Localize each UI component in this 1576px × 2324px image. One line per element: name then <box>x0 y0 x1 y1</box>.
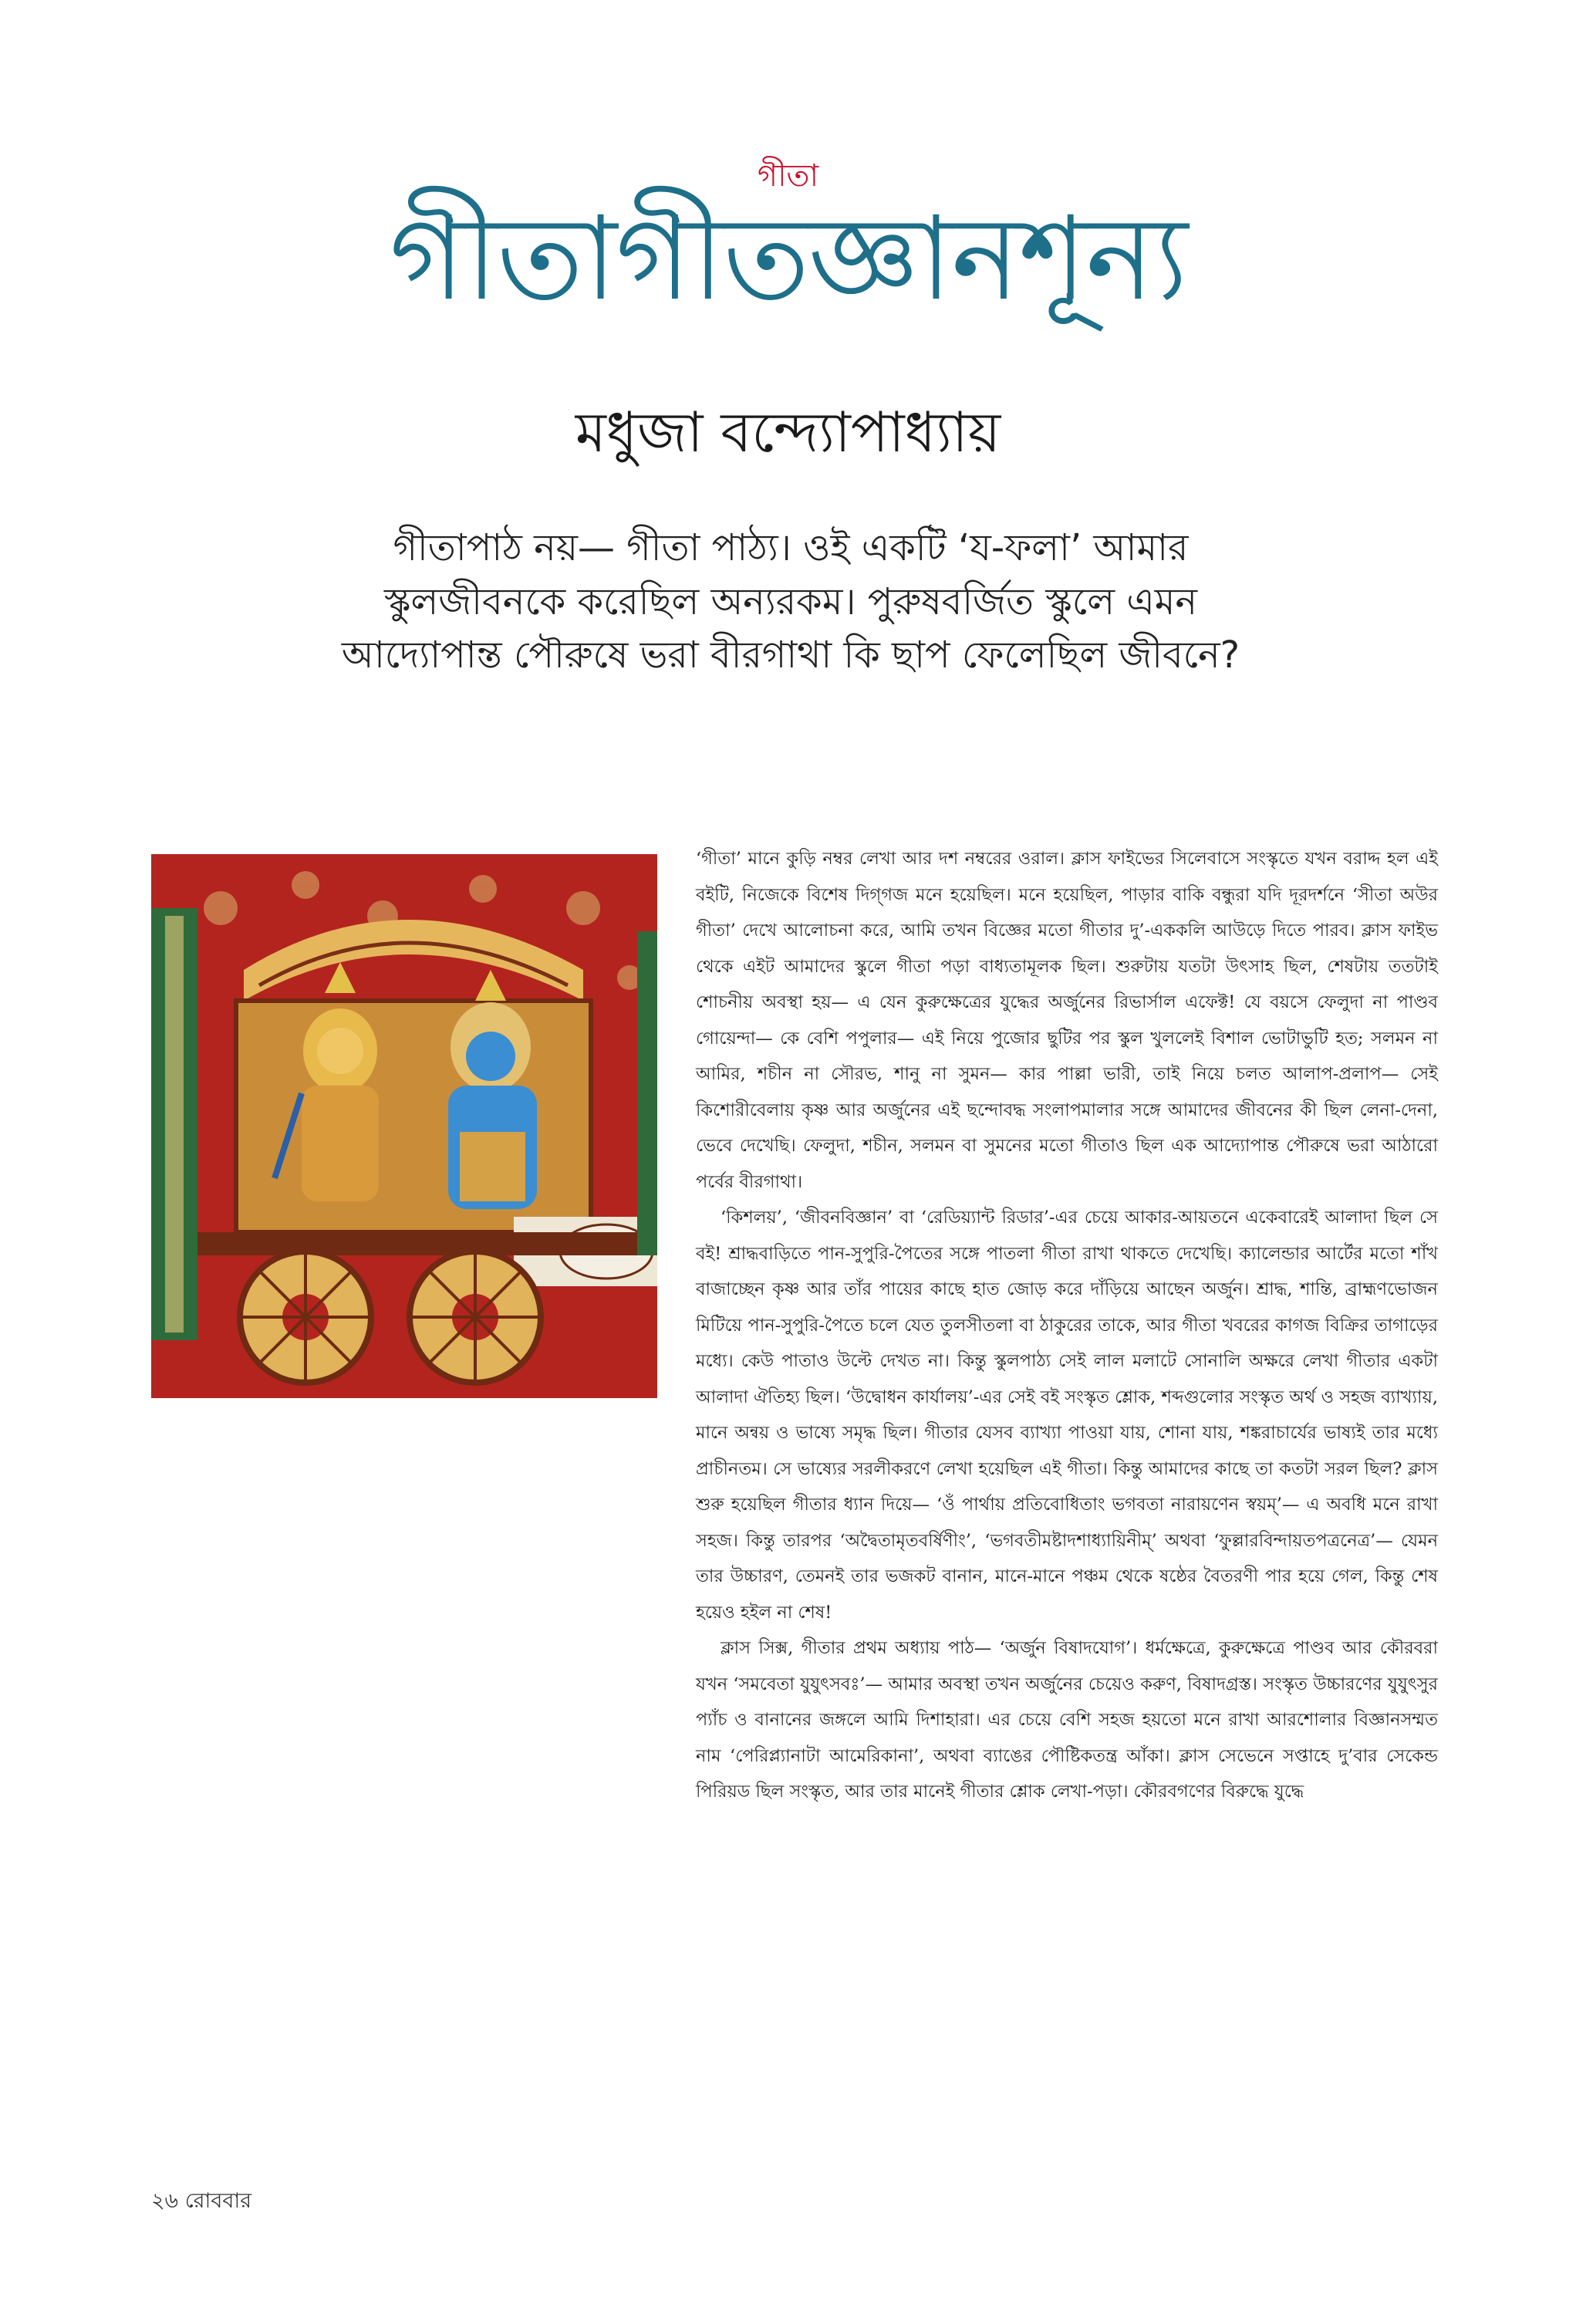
pattachitra-painting-image <box>151 854 657 1398</box>
body-paragraph: ‘গীতা’ মানে কুড়ি নম্বর লেখা আর দশ নম্বরের ওরাল। ক্লাস ফাইভের সিলেবাসে সংস্কৃতে যখন বরাদ্দ হল এই বইটি, নিজেকে বিশেষ দিগ্‌গজ মনে হয়েছিল। মনে হয়েছিল, পাড়ার বাকি বন্ধুরা যদি দূরদর্শনে ‘সীতা অউর গীতা’ দেখে আলোচনা করে, আমি তখন বিজ্ঞের মতো গীতার দু’-এককলি আউড়ে দিতে পারব। ক্লাস ফাইভ থেকে এইট আমাদের স্কুলে গীতা পড়া বাধ্যতামূলক ছিল। শুরুটায় যতটা উৎসাহ ছিল, শেষটায় ততটাই শোচনীয় অবস্থা হয়— এ যেন কুরুক্ষেত্রের যুদ্ধের অর্জুনের রিভার্সাল এফেক্ট! যে বয়সে ফেলুদা না পাণ্ডব গোয়েন্দা— কে বেশি পপুলার— এই নিয়ে পুজোর ছুটির পর স্কুল খুললেই বিশাল ভোটাভুটি হত; সলমন না আমির, শচীন না সৌরভ, শানু না সুমন— কার পাল্লা ভারী, তাই নিয়ে চলত আলাপ-প্রলাপ— সেই কিশোরীবেলায় কৃষ্ণ আর অর্জুনের এই ছন্দোবদ্ধ সংলাপমালার সঙ্গে আমাদের জীবনের কী ছিল লেনা-দেনা, ভেবে দেখেছি। ফেলুদা, শচীন, সলমন বা সুমনের মতো গীতাও ছিল এক আদ্যোপান্ত পৌরুষে ভরা আঠারো পর্বের বীরগাথা। <box>696 849 1438 1192</box>
standfirst: গীতাপাঠ নয়— গীতা পাঠ্য। ওই একটি ‘য-ফলা’ আমার স্কুলজীবনকে করেছিল অন্যরকম। পুরুষবর্জিত স্কুলে এমন আদ্যোপান্ত পৌরুষে ভরা বীরগাথা কি ছাপ ফেলেছিল জীবনে? <box>341 526 1240 677</box>
page-footer: ২৬ রোববার <box>151 2189 252 2213</box>
author-byline: মধুজা বন্দ্যোপাধ্যায় <box>575 400 1001 464</box>
article-title: গীতাগীতজ্ঞানশূন্য <box>389 192 1187 326</box>
body-paragraph: ‘কিশলয়’, ‘জীবনবিজ্ঞান’ বা ‘রেডিয়্যান্ট রিডার’-এর চেয়ে আকার-আয়তনে একেবারেই আলাদা ছিল সে বই! শ্রাদ্ধবাড়িতে পান-সুপুরি-পৈতের সঙ্গে পাতলা গীতা রাখা থাকতে দেখেছি। ক্যালেন্ডার আর্টের মতো শাঁখ বাজাচ্ছেন কৃষ্ণ আর তাঁর পায়ের কাছে হাত জোড় করে দাঁড়িয়ে আছেন অর্জুন। শ্রাদ্ধ, শান্তি, ব্রাহ্মণভোজন মিটিয়ে পান-সুপুরি-পৈতে চলে যেত তুলসীতলা বা ঠাকুরের তাকে, আর গীতা খবরের কাগজ বিক্রির তাগাড়ের মধ্যে। কেউ পাতাও উল্টে দেখত না। কিন্তু স্কুলপাঠ্য সেই লাল মলাটে সোনালি অক্ষরে লেখা গীতার একটা আলাদা ঐতিহ্য ছিল। ‘উদ্বোধন কার্যালয়’-এর সেই বই সংস্কৃত শ্লোক, শব্দগুলোর সংস্কৃত অর্থ ও সহজ ব্যাখ্যায়, মানে অন্বয় ও ভাষ্যে সমৃদ্ধ ছিল। গীতার যেসব ব্যাখ্যা পাওয়া যায়, শোনা যায়, শঙ্করাচার্যের ভাষ্যই তার মধ্যে প্রাচীনতম। সে ভাষ্যের সরলীকরণে লেখা হয়েছিল এই গীতা। কিন্তু আমাদের কাছে তা কতটা সরল ছিল? ক্লাস শুরু হয়েছিল গীতার ধ্যান দিয়ে— ‘ওঁ পার্থায় প্রতিবোধিতাং ভগবতা নারায়ণেন স্বয়ম্‌’— এ অবধি মনে রাখা সহজ। কিন্তু তারপর ‘অদ্বৈতামৃতবর্ষিণীং’, ‘ভগবতীমষ্টাদশাধ্যায়িনীম্‌’ অথবা ‘ফুল্লারবিন্দায়তপত্রনেত্র’— যেমন তার উচ্চারণ, তেমনই তার ভজকট বানান, মানে-মানে পঞ্চম থেকে ষষ্ঠের বৈতরণী পার হয়ে গেল, কিন্তু শেষ হয়েও হইল না শেষ! <box>696 1208 1438 1623</box>
article-body <box>696 841 1438 1810</box>
body-paragraph: ক্লাস সিক্স, গীতার প্রথম অধ্যায় পাঠ— ‘অর্জুন বিষাদযোগ’। ধর্মক্ষেত্রে, কুরুক্ষেত্রে পাণ্ডব আর কৌরবরা যখন ‘সমবেতা যুযুৎসবঃ’— আমার অবস্থা তখন অর্জুনের চেয়েও করুণ, বিষাদগ্রস্ত। সংস্কৃত উচ্চারণের যুযুৎসুর প্যাঁচ ও বানানের জঙ্গলে আমি দিশাহারা। এর চেয়ে বেশি সহজ হয়তো মনে রাখা আরশোলার বিজ্ঞানসম্মত নাম ‘পেরিপ্ল্যানাটা আমেরিকানা’, অথবা ব্যাঙের পৌষ্টিকতন্ত্র আঁকা। ক্লাস সেভেনে সপ্তাহে দু’বার সেকেন্ড পিরিয়ড ছিল সংস্কৃত, আর তার মানেই গীতার শ্লোক লেখা-পড়া। কৌরবগণের বিরুদ্ধে যুদ্ধে <box>696 1638 1438 1802</box>
section-label: গীতা <box>757 158 819 194</box>
